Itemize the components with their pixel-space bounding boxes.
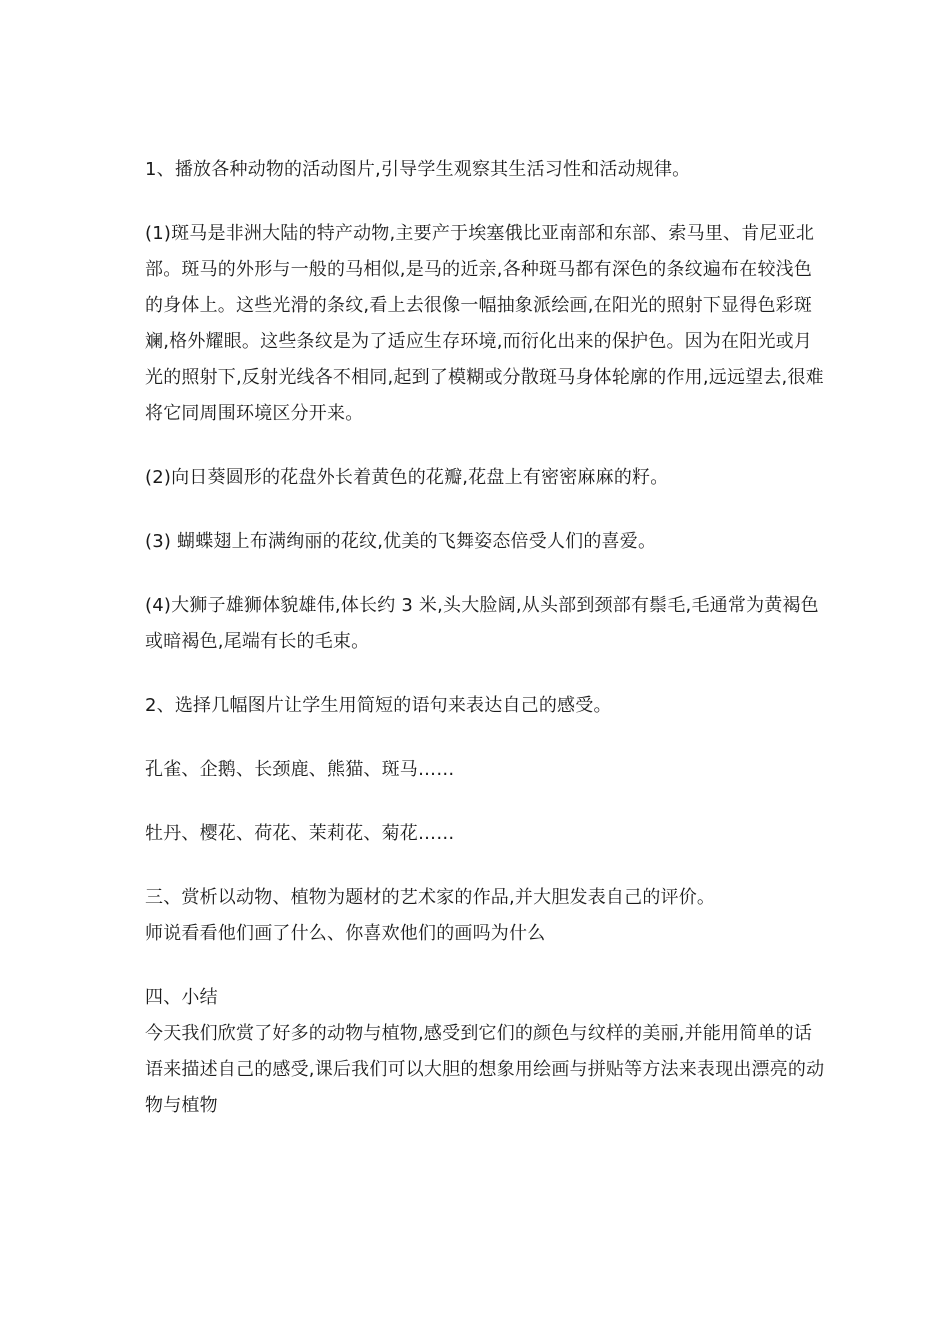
paragraph-gap [145,432,825,460]
flower-list: 牡丹、樱花、荷花、茉莉花、菊花…… [145,823,455,844]
paragraph-gap [145,852,825,880]
butterfly-paragraph: (3) 蝴蝶翅上布满绚丽的花纹,优美的飞舞姿态倍受人们的喜爱。 [145,531,657,552]
animal-list: 孔雀、企鹅、长颈鹿、熊猫、斑马…… [145,759,455,780]
paragraph-gap [145,496,825,524]
paragraph-gap [145,724,825,752]
lion-paragraph: (4)大狮子雄狮体貌雄伟,体长约 3 米,头大脸阔,从头部到颈部有鬃毛,毛通常为黄褐色或暗褐色,尾端有长的毛束。 [145,595,819,652]
zebra-paragraph: (1)斑马是非洲大陆的特产动物,主要产于埃塞俄比亚南部和东部、索马里、肯尼亚北部。斑马的外形与一般的马相似,是马的近亲,各种斑马都有深色的条纹遍布在较浅色的身体上。这些光滑的条纹,看上去很像一幅抽象派绘画,在阳光的照射下显得色彩斑斓,格外耀眼。这些条纹是为了适应生存环境,而衍化出来的保护色。因为在阳光或月光的照射下,反射光线各不相同,起到了模糊或分散斑马身体轮廓的作用,远远望去,很难将它同周围环境区分开来。 [145,223,824,424]
sunflower-paragraph: (2)向日葵圆形的花盘外长着黄色的花瓣,花盘上有密密麻麻的籽。 [145,467,669,488]
teacher-question: 师说看看他们画了什么、你喜欢他们的画吗为什么 [145,923,546,944]
paragraph-gap [145,560,825,588]
step-1-heading: 1、播放各种动物的活动图片,引导学生观察其生活习性和活动规律。 [145,159,691,180]
paragraph-gap [145,788,825,816]
summary-paragraph: 今天我们欣赏了好多的动物与植物,感受到它们的颜色与纹样的美丽,并能用简单的话语来描述自己的感受,课后我们可以大胆的想象用绘画与拼贴等方法来表现出漂亮的动物与植物 [145,1023,825,1116]
step-2-heading: 2、选择几幅图片让学生用简短的语句来表达自己的感受。 [145,695,612,716]
section-4-heading: 四、小结 [145,987,218,1008]
document-body [145,152,825,1124]
paragraph-gap [145,660,825,688]
paragraph-gap [145,188,825,216]
section-3-heading: 三、赏析以动物、植物为题材的艺术家的作品,并大胆发表自己的评价。 [145,887,716,908]
paragraph-gap [145,952,825,980]
